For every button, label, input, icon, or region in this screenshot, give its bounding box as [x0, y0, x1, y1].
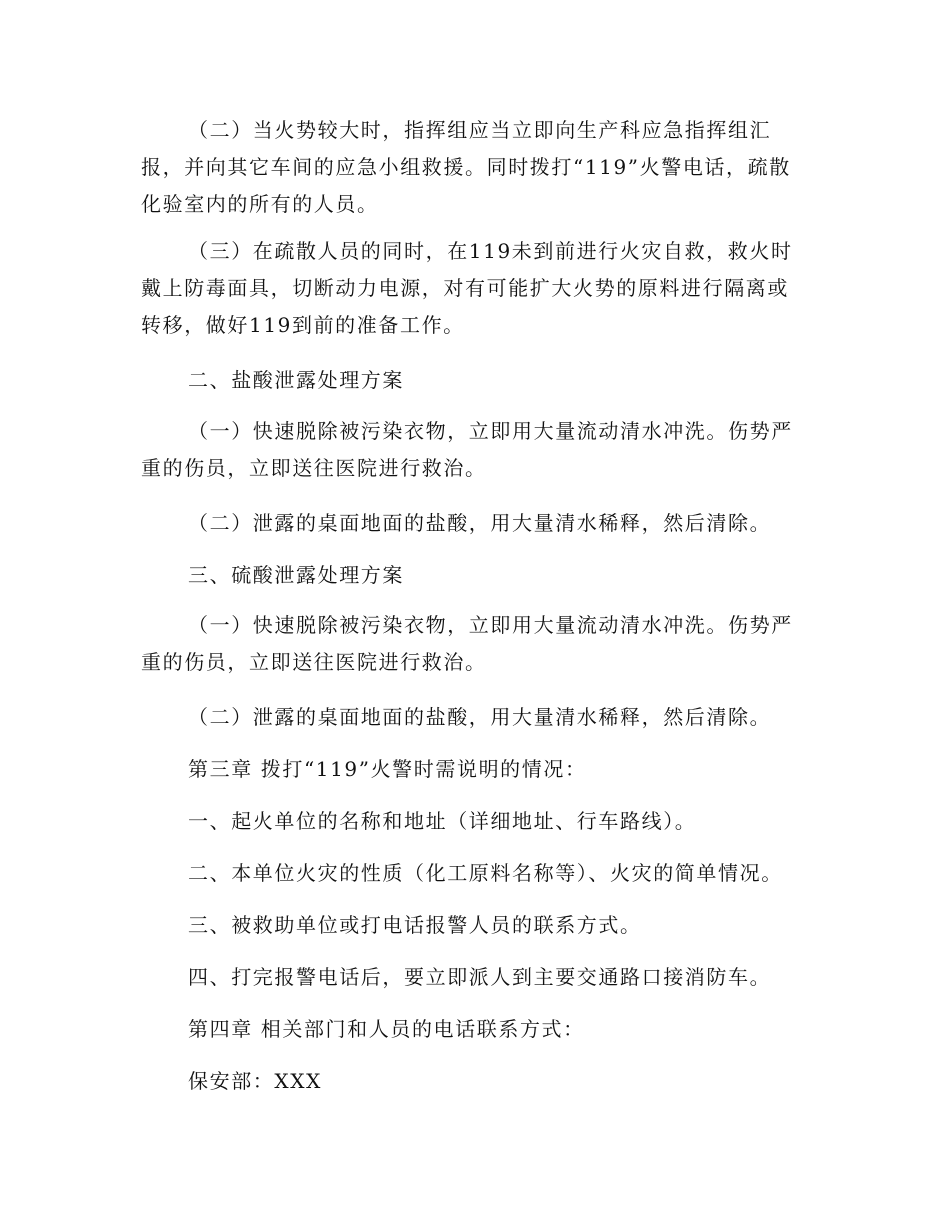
section-heading-hydrochloric-acid: 二、盐酸泄露处理方案 [188, 368, 404, 392]
section-heading-sulfuric-acid: 三、硫酸泄露处理方案 [188, 563, 404, 587]
paragraph-fire-report: （二）当火势较大时，指挥组应当立即向生产科应急指挥组汇报，并向其它车间的应急小组救援。同时拨打“119”火警电话，疏散化验室内的所有的人员。 [141, 118, 791, 216]
paragraph-hcl-clothing: （一）快速脱除被污染衣物，立即用大量流动清水冲洗。伤势严重的伤员，立即送往医院进行救治。 [141, 419, 793, 480]
list-item-fire-nature: 二、本单位火灾的性质（化工原料名称等）、火灾的简单情况。 [188, 861, 783, 885]
paragraph-h2so4-clothing: （一）快速脱除被污染衣物，立即用大量流动清水冲洗。伤势严重的伤员，立即送往医院进行救治。 [141, 613, 793, 674]
list-item-dispatch: 四、打完报警电话后，要立即派人到主要交通路口接消防车。 [188, 965, 772, 989]
chapter-heading-3: 第三章 拨打“119”火警时需说明的情况： [188, 757, 587, 781]
paragraph-h2so4-surface: （二）泄露的桌面地面的盐酸，用大量清水稀释，然后清除。 [188, 705, 772, 729]
paragraph-fire-self-rescue: （三）在疏散人员的同时，在119未到前进行火灾自救，救火时戴上防毒面具，切断动力电源，对有可能扩大火势的原料进行隔离或转移，做好119到前的准备工作。 [141, 239, 793, 337]
chapter-heading-4: 第四章 相关部门和人员的电话联系方式： [188, 1017, 585, 1041]
list-item-location: 一、起火单位的名称和地址（详细地址、行车路线）。 [188, 809, 697, 833]
paragraph-hcl-surface: （二）泄露的桌面地面的盐酸，用大量清水稀释，然后清除。 [188, 511, 772, 535]
contact-security-dept: 保安部：XXX [188, 1069, 322, 1093]
list-item-contact: 三、被救助单位或打电话报警人员的联系方式。 [188, 913, 642, 937]
